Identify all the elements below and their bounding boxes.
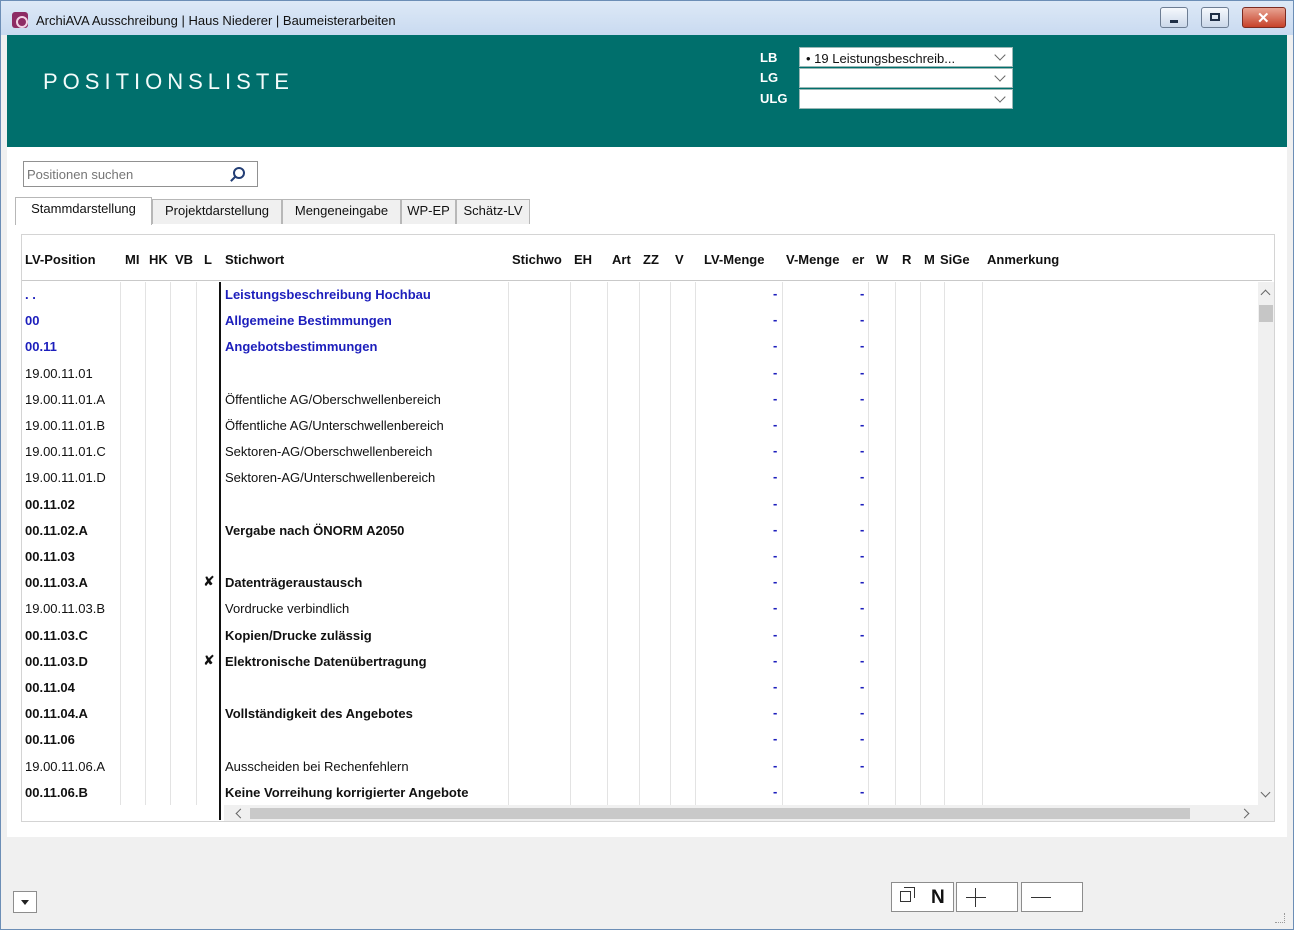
positionsliste-header bbox=[7, 35, 1287, 147]
stichwort-cell: Keine Vorreihung korrigierter Angebote bbox=[225, 784, 469, 800]
column-header-er[interactable]: er bbox=[852, 252, 865, 267]
v-menge-cell: - bbox=[860, 731, 865, 747]
table-row[interactable] bbox=[22, 754, 1258, 780]
column-header-v[interactable]: V bbox=[675, 252, 684, 267]
v-menge-cell: - bbox=[860, 679, 865, 694]
search-icon[interactable] bbox=[233, 167, 245, 179]
stichwort-cell: Datenträgeraustausch bbox=[225, 575, 363, 591]
lv-position-cell: 00.11.03.C bbox=[25, 627, 88, 643]
v-menge-cell: - bbox=[860, 286, 865, 301]
scroll-right-arrow-icon[interactable] bbox=[1240, 809, 1250, 819]
minimize-button[interactable] bbox=[1160, 7, 1188, 28]
table-row[interactable] bbox=[22, 675, 1258, 701]
v-menge-cell: - bbox=[860, 783, 865, 799]
chevron-down-icon bbox=[994, 91, 1005, 102]
lv-menge-cell: - bbox=[773, 548, 778, 563]
maximize-button[interactable] bbox=[1201, 7, 1229, 28]
lv-menge-cell: - bbox=[773, 443, 778, 459]
table-row[interactable] bbox=[22, 465, 1258, 491]
column-header-stichwort-2[interactable]: Stichwo bbox=[512, 252, 562, 267]
lv-position-cell: 00.11.06.B bbox=[25, 784, 88, 800]
copy-new-button[interactable] bbox=[891, 882, 954, 912]
v-menge-cell: - bbox=[860, 652, 865, 668]
copy-icon bbox=[900, 891, 911, 902]
new-n-label: N bbox=[931, 887, 945, 908]
archiava-app-icon bbox=[12, 12, 28, 28]
v-menge-cell: - bbox=[860, 757, 865, 773]
lv-position-cell: 19.00.11.01.D bbox=[25, 470, 106, 486]
table-row[interactable] bbox=[22, 649, 1258, 675]
tab-mengeneingabe[interactable]: Mengeneingabe bbox=[282, 199, 401, 224]
column-header-eh[interactable]: EH bbox=[574, 252, 593, 267]
lv-menge-cell: - bbox=[773, 338, 778, 354]
column-header-v-menge[interactable]: V-Menge bbox=[786, 252, 840, 267]
v-menge-cell: - bbox=[860, 548, 865, 563]
horizontal-scroll-thumb[interactable] bbox=[250, 808, 1190, 819]
lv-position-cell: 00.11.03 bbox=[25, 549, 75, 564]
table-row[interactable] bbox=[22, 623, 1258, 649]
header-divider bbox=[22, 280, 1272, 281]
column-header-m[interactable]: M bbox=[924, 252, 935, 267]
column-header-w[interactable]: W bbox=[876, 252, 889, 267]
lv-position-cell: . . bbox=[25, 287, 36, 302]
v-menge-cell: - bbox=[860, 626, 865, 642]
v-menge-cell: - bbox=[860, 443, 865, 459]
lv-position-cell: 19.00.11.01 bbox=[25, 365, 93, 381]
column-header-anmerkung[interactable]: Anmerkung bbox=[987, 252, 1060, 267]
add-position-button[interactable] bbox=[956, 882, 1018, 912]
lv-position-cell: 00.11.03.D bbox=[25, 653, 88, 669]
stichwort-cell: Öffentliche AG/Unterschwellenbereich bbox=[225, 418, 444, 433]
page-title: POSITIONSLISTE bbox=[43, 69, 294, 94]
horizontal-scrollbar[interactable] bbox=[224, 805, 1274, 822]
lv-menge-cell: - bbox=[773, 731, 778, 747]
table-row[interactable] bbox=[22, 727, 1258, 753]
scroll-up-arrow-icon[interactable] bbox=[1261, 290, 1271, 300]
lv-menge-cell: - bbox=[773, 600, 778, 616]
chevron-down-icon bbox=[994, 70, 1005, 81]
lv-menge-cell: - bbox=[773, 286, 778, 301]
stichwort-cell: Vollständigkeit des Angebotes bbox=[225, 706, 413, 722]
lv-menge-cell: - bbox=[773, 521, 778, 537]
table-row[interactable] bbox=[22, 439, 1258, 465]
lv-menge-cell: - bbox=[773, 364, 778, 380]
lg-label: LG bbox=[760, 70, 779, 85]
v-menge-cell: - bbox=[860, 312, 865, 328]
stichwort-cell: Allgemeine Bestimmungen bbox=[225, 313, 392, 329]
lv-menge-cell: - bbox=[773, 495, 778, 511]
v-menge-cell: - bbox=[860, 705, 865, 721]
stichwort-cell: Sektoren-AG/Unterschwellenbereich bbox=[225, 470, 436, 486]
stichwort-cell: Vordrucke verbindlich bbox=[225, 601, 350, 617]
lv-menge-cell: - bbox=[773, 469, 778, 485]
table-row[interactable] bbox=[22, 518, 1258, 544]
vertical-scroll-thumb[interactable] bbox=[1259, 305, 1273, 322]
lv-menge-cell: - bbox=[773, 679, 778, 694]
v-menge-cell: - bbox=[860, 417, 865, 432]
table-row[interactable] bbox=[22, 780, 1258, 806]
lv-menge-cell: - bbox=[773, 652, 778, 668]
ulg-label: ULG bbox=[760, 91, 788, 106]
main-panel bbox=[7, 147, 1287, 837]
table-row[interactable] bbox=[22, 413, 1258, 439]
lv-position-cell: 19.00.11.01.C bbox=[25, 444, 106, 460]
close-icon: ✕ bbox=[1257, 10, 1270, 27]
column-header-lv-menge[interactable]: LV-Menge bbox=[704, 252, 765, 267]
lb-label: LB bbox=[760, 50, 778, 65]
column-header-zz[interactable]: ZZ bbox=[643, 252, 659, 267]
table-row[interactable] bbox=[22, 570, 1258, 596]
minimize-icon bbox=[1170, 20, 1178, 23]
lv-menge-cell: - bbox=[773, 783, 778, 799]
lv-menge-cell: - bbox=[773, 757, 778, 773]
column-header-l[interactable]: L bbox=[204, 252, 212, 267]
lv-position-cell: 00 bbox=[25, 313, 40, 329]
v-menge-cell: - bbox=[860, 521, 865, 537]
stichwort-cell: Elektronische Datenübertragung bbox=[225, 653, 427, 669]
lv-menge-cell: - bbox=[773, 705, 778, 721]
table-row[interactable] bbox=[22, 334, 1258, 360]
remove-position-button[interactable] bbox=[1021, 882, 1083, 912]
column-header-vb[interactable]: VB bbox=[175, 252, 194, 267]
lv-position-cell: 19.00.11.01.A bbox=[25, 391, 105, 407]
dropdown-arrow-icon bbox=[21, 900, 29, 905]
stichwort-cell: Öffentliche AG/Oberschwellenbereich bbox=[225, 391, 441, 407]
position-table bbox=[21, 234, 1275, 822]
maximize-icon bbox=[1210, 13, 1220, 21]
options-dropdown-button[interactable] bbox=[13, 891, 37, 913]
stichwort-cell: Leistungsbeschreibung Hochbau bbox=[225, 287, 431, 302]
scroll-down-arrow-icon[interactable] bbox=[1261, 788, 1271, 798]
lv-menge-cell: - bbox=[773, 626, 778, 642]
search-input[interactable] bbox=[25, 163, 211, 185]
lv-position-cell: 00.11.06 bbox=[25, 732, 75, 748]
lv-position-cell: 19.00.11.06.A bbox=[25, 758, 105, 774]
column-header-art[interactable]: Art bbox=[612, 252, 631, 267]
chevron-down-icon bbox=[994, 49, 1005, 60]
v-menge-cell: - bbox=[860, 338, 865, 354]
stichwort-cell: Ausscheiden bei Rechenfehlern bbox=[225, 758, 409, 774]
table-row[interactable] bbox=[22, 361, 1258, 387]
tab-schaetz-lv[interactable]: Schätz-LV bbox=[456, 199, 530, 224]
table-row[interactable] bbox=[22, 544, 1258, 570]
table-row[interactable] bbox=[22, 596, 1258, 622]
lv-menge-cell: - bbox=[773, 312, 778, 328]
lv-position-cell: 19.00.11.03.B bbox=[25, 601, 105, 617]
close-button[interactable] bbox=[1242, 7, 1286, 28]
lb-selected-value: • 19 Leistungsbeschreib... bbox=[806, 51, 956, 66]
stichwort-cell: Angebotsbestimmungen bbox=[225, 339, 378, 355]
scroll-left-arrow-icon[interactable] bbox=[236, 809, 246, 819]
column-header-stichwort[interactable]: Stichwort bbox=[225, 252, 285, 267]
tab-wp-ep[interactable]: WP-EP bbox=[401, 199, 456, 224]
table-row[interactable] bbox=[22, 701, 1258, 727]
lb-select[interactable] bbox=[799, 47, 1013, 67]
minus-icon bbox=[1031, 897, 1051, 898]
v-menge-cell: - bbox=[860, 495, 865, 511]
title-bar[interactable] bbox=[1, 1, 1293, 35]
lv-menge-cell: - bbox=[773, 390, 778, 406]
lv-menge-cell: - bbox=[773, 417, 778, 432]
vertical-scrollbar[interactable] bbox=[1258, 282, 1274, 805]
v-menge-cell: - bbox=[860, 574, 865, 590]
v-menge-cell: - bbox=[860, 364, 865, 380]
lv-position-cell: 00.11.04.A bbox=[25, 706, 88, 722]
lv-position-cell: 00.11 bbox=[25, 339, 57, 355]
lv-position-cell: 00.11.02.A bbox=[25, 522, 88, 538]
lv-menge-cell: - bbox=[773, 574, 778, 590]
stichwort-cell: Kopien/Drucke zulässig bbox=[225, 627, 372, 643]
lg-select[interactable] bbox=[799, 68, 1013, 88]
column-header-r[interactable]: R bbox=[902, 252, 912, 267]
column-header-hk[interactable]: HK bbox=[149, 252, 168, 267]
l-marker-icon: ✘ bbox=[203, 573, 215, 590]
stichwort-cell: Vergabe nach ÖNORM A2050 bbox=[225, 522, 405, 538]
column-header-lv-position[interactable]: LV-Position bbox=[25, 252, 96, 267]
column-header-mi[interactable]: MI bbox=[125, 252, 140, 267]
search-box bbox=[23, 161, 258, 187]
table-row[interactable] bbox=[22, 308, 1258, 334]
tab-stammdarstellung[interactable]: Stammdarstellung bbox=[15, 197, 152, 225]
stichwort-cell: Sektoren-AG/Oberschwellenbereich bbox=[225, 444, 433, 460]
table-row[interactable] bbox=[22, 282, 1258, 308]
table-row[interactable] bbox=[22, 387, 1258, 413]
v-menge-cell: - bbox=[860, 390, 865, 406]
lv-position-cell: 00.11.04 bbox=[25, 680, 75, 695]
window-title: ArchiAVA Ausschreibung | Haus Niederer | Baumeisterarbeiten bbox=[36, 13, 396, 28]
v-menge-cell: - bbox=[860, 600, 865, 616]
lv-position-cell: 19.00.11.01.B bbox=[25, 418, 105, 433]
ulg-select[interactable] bbox=[799, 89, 1013, 109]
lv-position-cell: 00.11.02 bbox=[25, 496, 75, 512]
l-marker-icon: ✘ bbox=[203, 651, 215, 668]
plus-icon bbox=[966, 897, 986, 898]
table-row[interactable] bbox=[22, 492, 1258, 518]
tab-projektdarstellung[interactable]: Projektdarstellung bbox=[152, 199, 282, 224]
v-menge-cell: - bbox=[860, 469, 865, 485]
lv-position-cell: 00.11.03.A bbox=[25, 575, 88, 591]
resize-grip-icon[interactable] bbox=[1275, 913, 1285, 923]
column-header-sige[interactable]: SiGe bbox=[940, 252, 970, 267]
